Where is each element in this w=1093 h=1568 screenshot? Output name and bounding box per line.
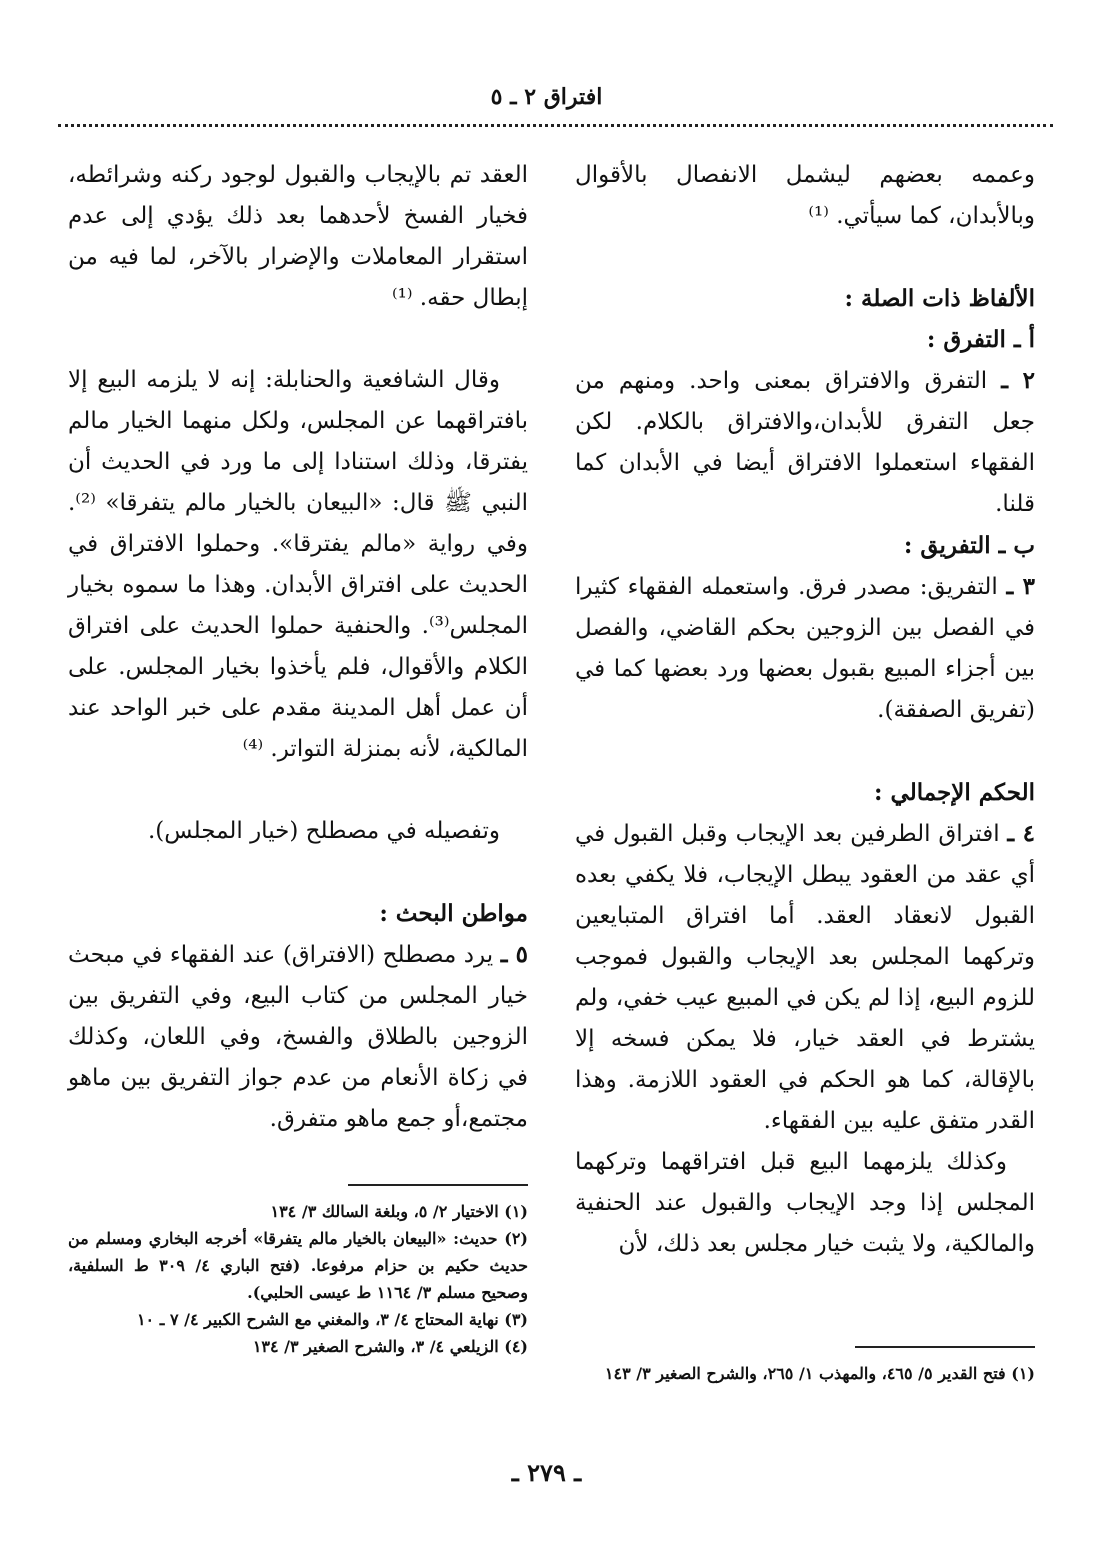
footnote — [68, 1198, 528, 1225]
footnote — [68, 1225, 528, 1306]
paragraph-text: التفريق: مصدر فرق. واستعمله الفقهاء كثيرا في الفصل بين الزوجين بحكم القاضي، والفصل بين أجزاء المبيع بقبول بعضها ورد بعضها كما في (تفريق الصفقة). — [575, 574, 1035, 723]
footnote-mark: (٤) — [504, 1337, 528, 1356]
spacer — [68, 770, 528, 811]
paragraph-5 — [68, 934, 528, 1140]
footnote-mark: (٢) — [504, 1229, 528, 1248]
paragraph-text: افتراق الطرفين بعد الإيجاب وقبل القبول في أي عقد من العقود يبطل الإيجاب، فلا يكفي بعده القبول لانعقاد العقد. أما افتراق المتبايعين وتركهما المجلس بعد الإيجاب والقبول فموجب للزوم البيع، إذا لم يكن في المبيع عيب خفي، ولم يشترط في العقد خيار، فلا يمكن فسخه إلا بالإقالة، كما هو الحكم في العقود اللازمة. وهذا القدر متفق عليه بين الفقهاء. — [575, 821, 1035, 1134]
heading-research-places: مواطن البحث : — [379, 900, 528, 927]
paragraph-2 — [575, 360, 1035, 525]
footnote-text: الاختيار ٢/ ٥، وبلغة السالك ٣/ ١٣٤ — [270, 1202, 499, 1221]
paragraph-number: ٢ ـ — [1001, 367, 1035, 394]
spacer — [68, 852, 528, 893]
paragraph-number: ٥ ـ — [500, 941, 529, 968]
running-title: افتراق ٢ ـ ٥ — [490, 84, 603, 110]
subheading-tafarruq: أ ـ التفرق : — [926, 326, 1035, 353]
footnote-mark: (١) — [1011, 1364, 1035, 1383]
footnote-rule-left — [348, 1184, 528, 1186]
footnote — [575, 1360, 1035, 1387]
header-dotted-rule — [58, 124, 1053, 127]
footnote-text: حديث: «البيعان بالخيار مالم يتفرقا» أخرجه البخاري ومسلم من حديث حكيم بن حزام مرفوعا. (فتح الباري ٤/ ٣٠٩ ط السلفية، وصحيح مسلم ٣/ ١١٦٤ ط عيسى الحلبي). — [68, 1229, 528, 1302]
paragraph-4-continued: وكذلك يلزمهما البيع قبل افتراقهما وتركهما المجلس إذا وجد الإيجاب والقبول عند الحنفية والمالكية، ولا يثبت خيار مجلس بعد ذلك، لأن — [575, 1149, 1035, 1257]
paragraph-number: ٤ ـ — [1007, 820, 1035, 847]
footnote-mark: (١) — [504, 1202, 528, 1221]
spacer — [575, 237, 1035, 278]
footnote — [68, 1333, 528, 1360]
paragraph-number: ٣ ـ — [1006, 573, 1036, 600]
footnote-rule-right — [855, 1346, 1035, 1348]
paragraph-a: العقد تم بالإيجاب والقبول لوجود ركنه وشرائطه، فخيار الفسخ لأحدهما بعد ذلك يؤدي إلى عدم استقرار المعاملات والإضرار بالآخر، لما فيه من إبطال حقه. ⁽¹⁾ — [68, 162, 528, 311]
footnote-text: فتح القدير ٥/ ٤٦٥، والمهذب ١/ ٢٦٥، والشرح الصغير ٣/ ١٤٣ — [604, 1364, 1006, 1383]
footnote-text: نهاية المحتاج ٤/ ٣، والمغني مع الشرح الكبير ٤/ ٧ ـ ١٠ — [136, 1310, 499, 1329]
paragraph-text: التفرق والافتراق بمعنى واحد. ومنهم من جعل التفرق للأبدان،والافتراق بالكلام. لكن الفقهاء استعملوا الافتراق أيضا في الأبدان كما قلنا. — [575, 368, 1035, 517]
footnote-text: الزيلعي ٤/ ٣، والشرح الصغير ٣/ ١٣٤ — [252, 1337, 499, 1356]
spacer — [68, 319, 528, 360]
footnote-mark: (٣) — [504, 1310, 528, 1329]
intro-paragraph: وعممه بعضهم ليشمل الانفصال بالأقوال وبالأبدان، كما سيأتي. ⁽¹⁾ — [575, 162, 1035, 229]
paragraph-c: وتفصيله في مصطلح (خيار المجلس). — [148, 818, 500, 844]
paragraph-text: يرد مصطلح (الافتراق) عند الفقهاء في مبحث خيار المجلس من كتاب البيع، وفي التفريق بين الزوجين بالطلاق والفسخ، وفي اللعان، وكذلك في زكاة الأنعام من عدم جواز التفريق بين ماهو مجتمع،أو جمع ماهو متفرق. — [68, 942, 528, 1132]
left-column — [68, 155, 528, 1285]
subheading-tafriq: ب ـ التفريق : — [903, 532, 1035, 559]
heading-general-ruling: الحكم الإجمالي : — [874, 779, 1035, 806]
paragraph-3 — [575, 566, 1035, 731]
paragraph-4 — [575, 813, 1035, 1142]
footnotes-left — [68, 1198, 528, 1360]
paragraph-b: وقال الشافعية والحنابلة: إنه لا يلزمه البيع إلا بافتراقهما عن المجلس، ولكل منهما الخيار مالم يفترقا، وذلك استنادا إلى ما ورد في الحديث أن النبي ﷺ قال: «البيعان بالخيار مالم يتفرقا» ⁽²⁾. وفي رواية «مالم يفترقا». وحملوا الافتراق في الحديث على افتراق الأبدان. وهذا ما سموه بخيار المجلس⁽³⁾. والحنفية حملوا الحديث على افتراق الكلام والأقوال، فلم يأخذوا بخيار المجلس. على أن عمل أهل المدينة مقدم على خبر الواحد عند المالكية، لأنه بمنزلة التواتر. ⁽⁴⁾ — [68, 367, 528, 762]
heading-related-terms: الألفاظ ذات الصلة : — [844, 285, 1035, 312]
footnote — [68, 1306, 528, 1333]
page-number: ـ ٢٧٩ ـ — [511, 1458, 582, 1487]
spacer — [575, 731, 1035, 772]
right-column — [575, 155, 1035, 1285]
footnotes-right — [575, 1360, 1035, 1387]
